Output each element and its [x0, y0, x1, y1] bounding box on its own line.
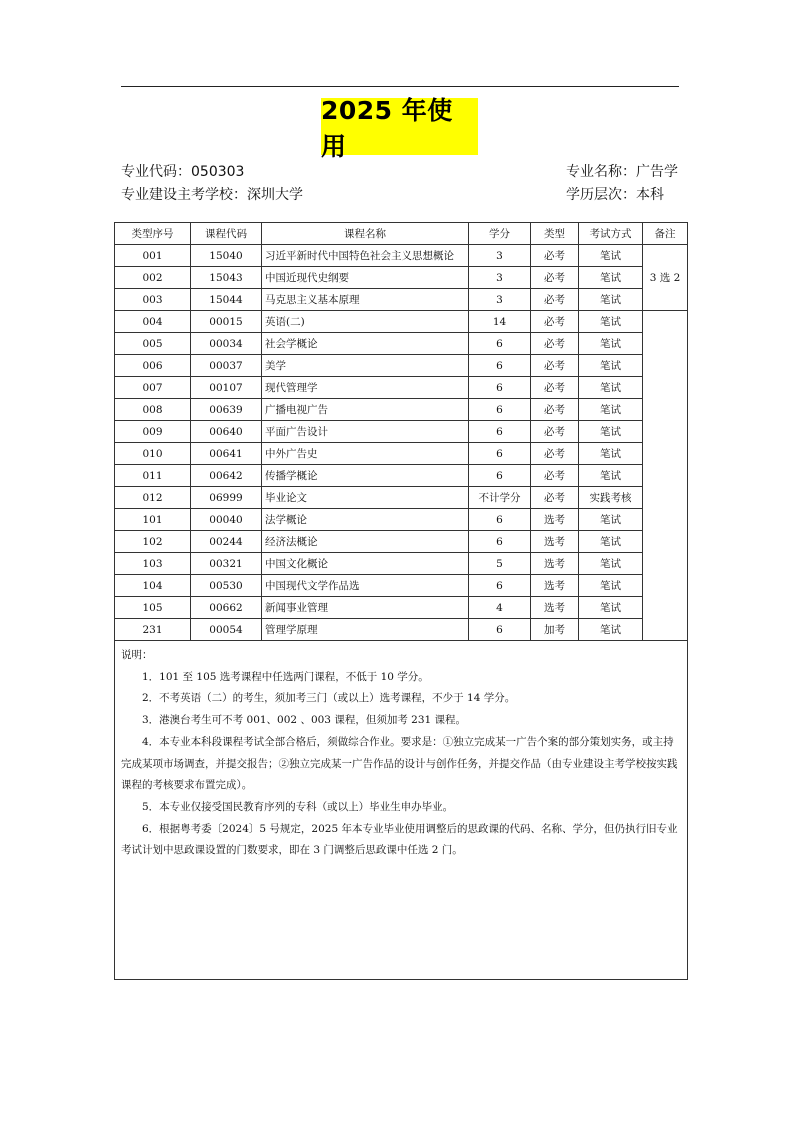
table-row [115, 355, 688, 377]
cell-code: 00662 [191, 597, 262, 619]
cell-name: 毕业论文 [262, 487, 469, 509]
cell-code: 00642 [191, 465, 262, 487]
cell-credit: 4 [469, 597, 531, 619]
cell-credit: 6 [469, 531, 531, 553]
cell-seq: 011 [115, 465, 191, 487]
cell-code: 00054 [191, 619, 262, 641]
note-item-5: 5．本专业仅接受国民教育序列的专科（或以上）毕业生申办毕业。 [142, 800, 454, 813]
cell-code: 00641 [191, 443, 262, 465]
cell-exam: 笔试 [579, 355, 643, 377]
table-row [115, 553, 688, 575]
cell-code: 15043 [191, 267, 262, 289]
cell-exam: 笔试 [579, 421, 643, 443]
cell-exam: 笔试 [579, 553, 643, 575]
cell-name: 管理学原理 [262, 619, 469, 641]
cell-credit: 6 [469, 355, 531, 377]
cell-code: 06999 [191, 487, 262, 509]
cell-credit: 5 [469, 553, 531, 575]
table-row [115, 531, 688, 553]
table-row [115, 509, 688, 531]
cell-seq: 005 [115, 333, 191, 355]
table-header-row [115, 223, 688, 245]
cell-code: 00040 [191, 509, 262, 531]
cell-seq: 231 [115, 619, 191, 641]
cell-type: 必考 [531, 465, 579, 487]
cell-exam: 笔试 [579, 509, 643, 531]
page-title: 2025 年使用 [321, 95, 453, 161]
cell-credit: 6 [469, 619, 531, 641]
cell-seq: 105 [115, 597, 191, 619]
cell-exam: 笔试 [579, 245, 643, 267]
cell-seq: 012 [115, 487, 191, 509]
cell-type: 加考 [531, 619, 579, 641]
course-table [114, 222, 688, 980]
table-row [115, 289, 688, 311]
cell-code: 00015 [191, 311, 262, 333]
column-header-type: 类型 [531, 223, 579, 245]
table-row [115, 267, 688, 289]
cell-credit: 6 [469, 509, 531, 531]
cell-remark-choose: 3 选 2 [643, 245, 688, 311]
column-header-credit: 学分 [469, 223, 531, 245]
notes-heading: 说明： [121, 649, 153, 661]
cell-exam: 笔试 [579, 377, 643, 399]
cell-code: 00244 [191, 531, 262, 553]
major-name: 专业名称：广告学 [566, 164, 678, 180]
cell-exam: 笔试 [579, 267, 643, 289]
cell-type: 选考 [531, 597, 579, 619]
cell-exam: 笔试 [579, 289, 643, 311]
table-row [115, 399, 688, 421]
cell-credit: 3 [469, 245, 531, 267]
cell-exam: 笔试 [579, 399, 643, 421]
cell-name: 美学 [262, 355, 469, 377]
cell-seq: 007 [115, 377, 191, 399]
cell-name: 传播学概论 [262, 465, 469, 487]
cell-exam: 笔试 [579, 311, 643, 333]
cell-name: 新闻事业管理 [262, 597, 469, 619]
cell-name: 法学概论 [262, 509, 469, 531]
table-row [115, 311, 688, 333]
cell-type: 选考 [531, 553, 579, 575]
host-school: 专业建设主考学校：深圳大学 [121, 187, 303, 203]
cell-credit: 3 [469, 289, 531, 311]
cell-exam: 笔试 [579, 619, 643, 641]
cell-code: 00530 [191, 575, 262, 597]
table-row [115, 487, 688, 509]
cell-name: 社会学概论 [262, 333, 469, 355]
note-item-3: 3．港澳台考生可不考 001、002 、003 课程，但须加考 231 课程。 [142, 714, 467, 727]
cell-credit: 6 [469, 421, 531, 443]
cell-name: 中国近现代史纲要 [262, 267, 469, 289]
cell-name: 习近平新时代中国特色社会主义思想概论 [262, 245, 469, 267]
cell-seq: 003 [115, 289, 191, 311]
cell-name: 现代管理学 [262, 377, 469, 399]
cell-type: 必考 [531, 245, 579, 267]
cell-seq: 101 [115, 509, 191, 531]
cell-code: 00321 [191, 553, 262, 575]
cell-code: 15040 [191, 245, 262, 267]
cell-exam: 笔试 [579, 597, 643, 619]
cell-exam: 实践考核 [579, 487, 643, 509]
note-item-6: 6．根据粤考委〔2024〕5 号规定，2025 年本专业毕业使用调整后的思政课的代码、名称、学分，但仍执行旧专业考试计划中思政课设置的门数要求，即在 3 门调整后思政课中任选 2 门。 [121, 822, 678, 857]
notes-row [115, 641, 688, 980]
cell-credit: 6 [469, 443, 531, 465]
cell-name: 平面广告设计 [262, 421, 469, 443]
cell-credit: 14 [469, 311, 531, 333]
cell-type: 必考 [531, 333, 579, 355]
note-item-2: 2．不考英语（二）的考生，须加考三门（或以上）选考课程，不少于 14 学分。 [142, 692, 516, 705]
cell-type: 必考 [531, 487, 579, 509]
top-rule [121, 86, 679, 87]
cell-type: 必考 [531, 443, 579, 465]
cell-type: 必考 [531, 421, 579, 443]
cell-seq: 004 [115, 311, 191, 333]
table-row [115, 465, 688, 487]
table-row [115, 333, 688, 355]
table-row [115, 245, 688, 267]
cell-name: 经济法概论 [262, 531, 469, 553]
cell-type: 必考 [531, 355, 579, 377]
note-item-1: 1．101 至 105 选考课程中任选两门课程，不低于 10 学分。 [142, 670, 429, 683]
cell-code: 15044 [191, 289, 262, 311]
cell-credit: 6 [469, 377, 531, 399]
cell-type: 选考 [531, 531, 579, 553]
cell-name: 中国文化概论 [262, 553, 469, 575]
note-item-4: 4．本专业本科段课程考试全部合格后，须做综合作业。要求是：①独立完成某一广告个案的部分策划实务，或主持完成某项市场调查，并提交报告；②独立完成某一广告作品的设计与创作任务，并提交作品（由专业建设主考学校按实践课程的考核要求布置完成）。 [121, 735, 678, 792]
cell-credit: 6 [469, 575, 531, 597]
cell-code: 00037 [191, 355, 262, 377]
cell-credit: 6 [469, 399, 531, 421]
cell-seq: 010 [115, 443, 191, 465]
table-row [115, 597, 688, 619]
title-highlight [321, 95, 478, 161]
cell-type: 选考 [531, 575, 579, 597]
cell-type: 必考 [531, 311, 579, 333]
cell-credit: 6 [469, 333, 531, 355]
cell-code: 00107 [191, 377, 262, 399]
cell-seq: 009 [115, 421, 191, 443]
column-header-name: 课程名称 [262, 223, 469, 245]
cell-seq: 006 [115, 355, 191, 377]
cell-seq: 001 [115, 245, 191, 267]
cell-code: 00640 [191, 421, 262, 443]
cell-type: 必考 [531, 399, 579, 421]
cell-type: 必考 [531, 267, 579, 289]
cell-seq: 008 [115, 399, 191, 421]
cell-seq: 102 [115, 531, 191, 553]
column-header-code: 课程代码 [191, 223, 262, 245]
major-code: 专业代码：050303 [121, 164, 245, 180]
table-row [115, 443, 688, 465]
cell-exam: 笔试 [579, 531, 643, 553]
cell-credit: 3 [469, 267, 531, 289]
column-header-exam: 考试方式 [579, 223, 643, 245]
cell-exam: 笔试 [579, 443, 643, 465]
cell-remark-empty [643, 311, 688, 641]
cell-name: 英语(二) [262, 311, 469, 333]
cell-exam: 笔试 [579, 465, 643, 487]
table-row [115, 575, 688, 597]
cell-name: 中外广告史 [262, 443, 469, 465]
cell-credit: 不计学分 [469, 487, 531, 509]
table-row [115, 421, 688, 443]
cell-name: 广播电视广告 [262, 399, 469, 421]
column-header-seq: 类型序号 [115, 223, 191, 245]
cell-type: 必考 [531, 377, 579, 399]
cell-type: 必考 [531, 289, 579, 311]
cell-code: 00034 [191, 333, 262, 355]
cell-name: 马克思主义基本原理 [262, 289, 469, 311]
cell-seq: 002 [115, 267, 191, 289]
table-row [115, 619, 688, 641]
notes-cell [115, 641, 688, 980]
cell-name: 中国现代文学作品选 [262, 575, 469, 597]
education-level: 学历层次：本科 [566, 187, 664, 203]
cell-exam: 笔试 [579, 333, 643, 355]
cell-seq: 104 [115, 575, 191, 597]
cell-exam: 笔试 [579, 575, 643, 597]
cell-type: 选考 [531, 509, 579, 531]
cell-seq: 103 [115, 553, 191, 575]
cell-credit: 6 [469, 465, 531, 487]
table-row [115, 377, 688, 399]
cell-code: 00639 [191, 399, 262, 421]
column-header-remark: 备注 [643, 223, 688, 245]
